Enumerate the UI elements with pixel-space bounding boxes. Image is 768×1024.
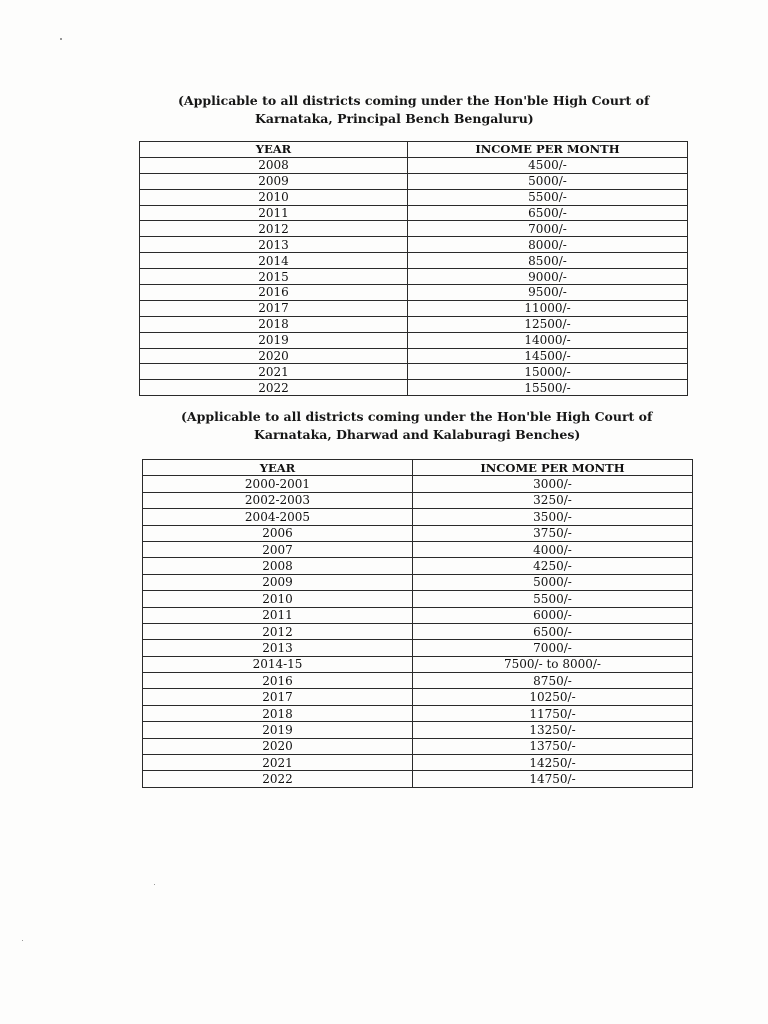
table-row (140, 380, 688, 396)
income-cell: 3250/- (413, 492, 693, 508)
table-row (143, 476, 693, 492)
income-cell: 7000/- (408, 221, 688, 237)
year-cell: 2019 (140, 332, 408, 348)
year-cell: 2002-2003 (143, 492, 413, 508)
table-row (143, 623, 693, 639)
income-cell: 15000/- (408, 364, 688, 380)
table-row (140, 269, 688, 285)
year-cell: 2008 (140, 157, 408, 173)
year-cell: 2017 (140, 300, 408, 316)
section1-heading (178, 92, 649, 128)
table-row (143, 673, 693, 689)
table-row (143, 640, 693, 656)
year-cell: 2009 (143, 574, 413, 590)
year-cell: 2000-2001 (143, 476, 413, 492)
year-cell: 2016 (140, 285, 408, 301)
year-cell: 2004-2005 (143, 509, 413, 525)
table-header-row (143, 460, 693, 476)
income-cell: 14750/- (413, 771, 693, 787)
table-row (140, 157, 688, 173)
table-body (143, 476, 693, 787)
income-cell: 14500/- (408, 348, 688, 364)
year-cell: 2014-15 (143, 656, 413, 672)
table-row (140, 173, 688, 189)
year-cell: 2011 (140, 205, 408, 221)
year-cell: 2013 (140, 237, 408, 253)
year-cell: 2006 (143, 525, 413, 541)
year-cell: 2010 (143, 591, 413, 607)
income-cell: 7000/- (413, 640, 693, 656)
income-cell: 13250/- (413, 722, 693, 738)
section2-heading-line1: (Applicable to all districts coming under the Hon'ble High Court of (181, 409, 653, 424)
scan-speck (60, 38, 62, 40)
table-row (143, 591, 693, 607)
table-row (140, 348, 688, 364)
income-cell: 10250/- (413, 689, 693, 705)
income-cell: 9000/- (408, 269, 688, 285)
column-header-income: INCOME PER MONTH (413, 460, 693, 476)
year-cell: 2019 (143, 722, 413, 738)
income-table-dharwad-kalaburagi (142, 459, 693, 788)
year-cell: 2010 (140, 189, 408, 205)
table-row (140, 332, 688, 348)
table-row (140, 221, 688, 237)
table-row (143, 492, 693, 508)
scan-speck (154, 884, 155, 885)
income-cell: 4250/- (413, 558, 693, 574)
income-cell: 15500/- (408, 380, 688, 396)
section2-heading (181, 408, 652, 444)
column-header-year: YEAR (143, 460, 413, 476)
table-body (140, 157, 688, 395)
table-row (143, 689, 693, 705)
income-cell: 9500/- (408, 285, 688, 301)
income-cell: 4000/- (413, 541, 693, 557)
year-cell: 2012 (143, 623, 413, 639)
scan-speck (22, 940, 23, 941)
section1-heading-line1: (Applicable to all districts coming under the Hon'ble High Court of (178, 93, 650, 108)
section1-heading-line2: Karnataka, Principal Bench Bengaluru) (255, 111, 534, 126)
income-cell: 4500/- (408, 157, 688, 173)
table-row (143, 656, 693, 672)
income-cell: 8750/- (413, 673, 693, 689)
income-cell: 5000/- (413, 574, 693, 590)
income-cell: 13750/- (413, 738, 693, 754)
table-row (143, 607, 693, 623)
table-row (143, 755, 693, 771)
year-cell: 2016 (143, 673, 413, 689)
income-cell: 8500/- (408, 253, 688, 269)
income-cell: 7500/- to 8000/- (413, 656, 693, 672)
year-cell: 2020 (140, 348, 408, 364)
year-cell: 2011 (143, 607, 413, 623)
table-row (143, 558, 693, 574)
income-cell: 3500/- (413, 509, 693, 525)
table-row (140, 285, 688, 301)
year-cell: 2018 (140, 316, 408, 332)
table-row (140, 253, 688, 269)
section2-heading-line2: Karnataka, Dharwad and Kalaburagi Benches) (254, 427, 581, 442)
year-cell: 2008 (143, 558, 413, 574)
table-row (143, 574, 693, 590)
income-cell: 11750/- (413, 705, 693, 721)
year-cell: 2012 (140, 221, 408, 237)
year-cell: 2021 (143, 755, 413, 771)
income-cell: 6500/- (413, 623, 693, 639)
table-row (143, 509, 693, 525)
year-cell: 2009 (140, 173, 408, 189)
year-cell: 2014 (140, 253, 408, 269)
year-cell: 2022 (140, 380, 408, 396)
year-cell: 2007 (143, 541, 413, 557)
income-cell: 6500/- (408, 205, 688, 221)
table-row (140, 189, 688, 205)
table-row (143, 771, 693, 787)
income-cell: 3750/- (413, 525, 693, 541)
column-header-income: INCOME PER MONTH (408, 142, 688, 158)
table-row (143, 541, 693, 557)
table-row (140, 316, 688, 332)
year-cell: 2022 (143, 771, 413, 787)
table-row (143, 738, 693, 754)
column-header-year: YEAR (140, 142, 408, 158)
year-cell: 2018 (143, 705, 413, 721)
income-cell: 3000/- (413, 476, 693, 492)
income-cell: 14250/- (413, 755, 693, 771)
year-cell: 2015 (140, 269, 408, 285)
year-cell: 2017 (143, 689, 413, 705)
table-header-row (140, 142, 688, 158)
year-cell: 2013 (143, 640, 413, 656)
table-row (140, 364, 688, 380)
income-cell: 12500/- (408, 316, 688, 332)
table-row (143, 525, 693, 541)
income-cell: 5000/- (408, 173, 688, 189)
income-table-principal-bench (139, 141, 688, 396)
income-cell: 5500/- (413, 591, 693, 607)
table-row (140, 237, 688, 253)
income-cell: 11000/- (408, 300, 688, 316)
income-cell: 8000/- (408, 237, 688, 253)
year-cell: 2021 (140, 364, 408, 380)
table-row (143, 705, 693, 721)
income-cell: 14000/- (408, 332, 688, 348)
income-cell: 5500/- (408, 189, 688, 205)
year-cell: 2020 (143, 738, 413, 754)
income-cell: 6000/- (413, 607, 693, 623)
table-row (143, 722, 693, 738)
table-row (140, 205, 688, 221)
table-row (140, 300, 688, 316)
